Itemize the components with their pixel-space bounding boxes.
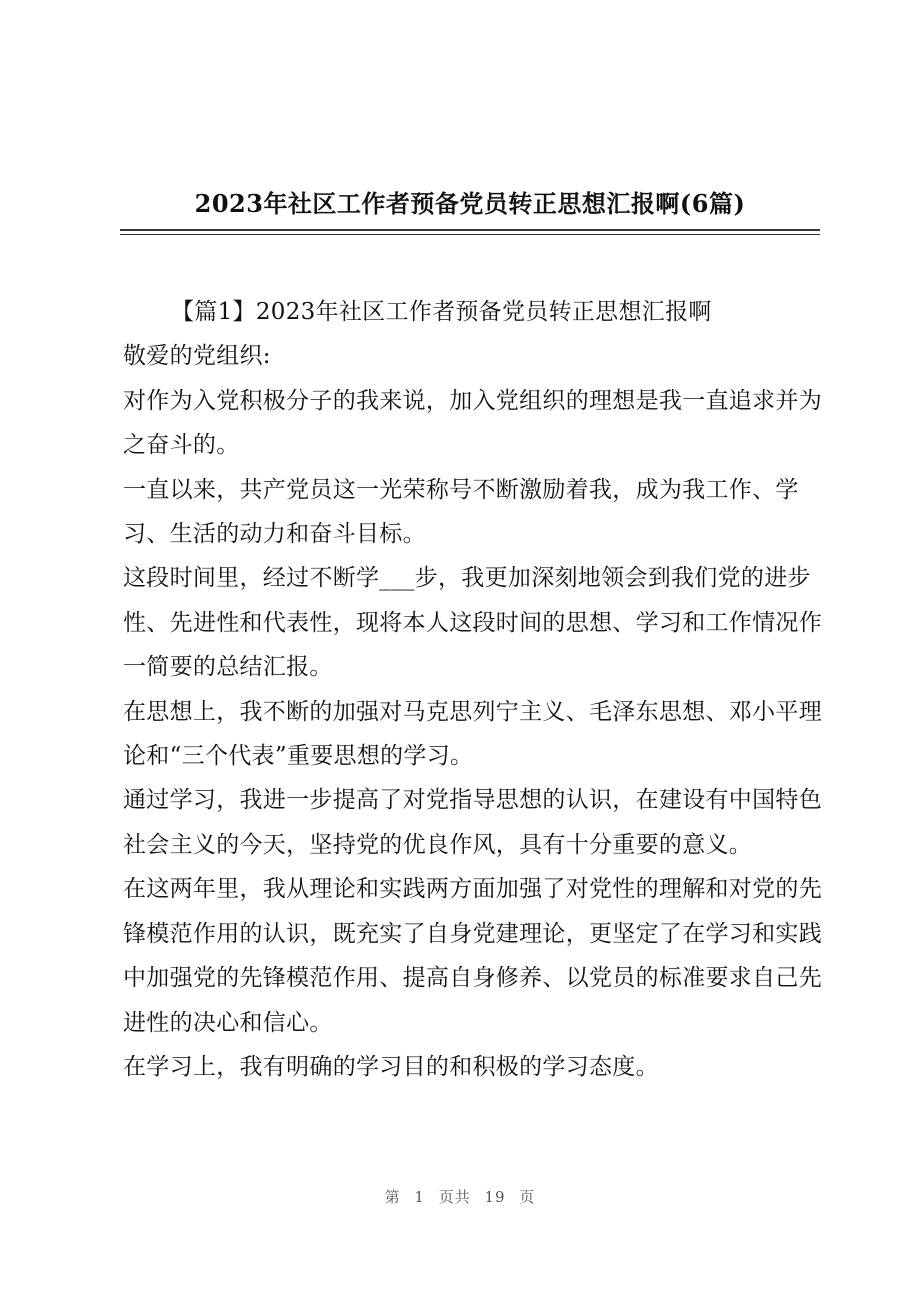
paragraph: 对作为入党积极分子的我来说，加入党组织的理想是我一直追求并为之奋斗的。 xyxy=(123,387,822,459)
section-heading: 【篇1】2023年社区工作者预备党员转正思想汇报啊 xyxy=(171,299,712,325)
document-title: 2023年社区工作者预备党员转正思想汇报啊(6篇) xyxy=(194,189,746,218)
paragraph: 这段时间里，经过不断学___步，我更加深刻地领会到我们党的进步性、先进性和代表性，现将本人这段时间的思想、学习和工作情况作一简要的总结汇报。 xyxy=(123,565,822,681)
salutation: 敬爱的党组织: xyxy=(123,343,271,370)
title-rule-thick xyxy=(120,229,820,231)
paragraph: 在这两年里，我从理论和实践两方面加强了对党性的理解和对党的先锋模范作用的认识，既充实了自身党建理论，更坚定了在学习和实践中加强党的先锋模范作用、提高自身修养、以党员的标准要求自己先进性的决心和信心。 xyxy=(123,876,822,1036)
paragraph: 通过学习，我进一步提高了对党指导思想的认识，在建设有中国特色社会主义的今天，坚持党的优良作风，具有十分重要的意义。 xyxy=(123,787,822,858)
document-body xyxy=(123,290,823,1089)
title-rule-thin xyxy=(120,234,820,235)
page-number-footer: 第 1 页共 19 页 xyxy=(384,1188,536,1206)
paragraph: 一直以来，共产党员这一光荣称号不断激励着我，成为我工作、学习、生活的动力和奋斗目标。 xyxy=(123,476,799,548)
paragraph: 在学习上，我有明确的学习目的和积极的学习态度。 xyxy=(123,1053,659,1080)
paragraph: 在思想上，我不断的加强对马克思列宁主义、毛泽东思想、邓小平理论和“三个代表”重要思想的学习。 xyxy=(123,698,822,770)
